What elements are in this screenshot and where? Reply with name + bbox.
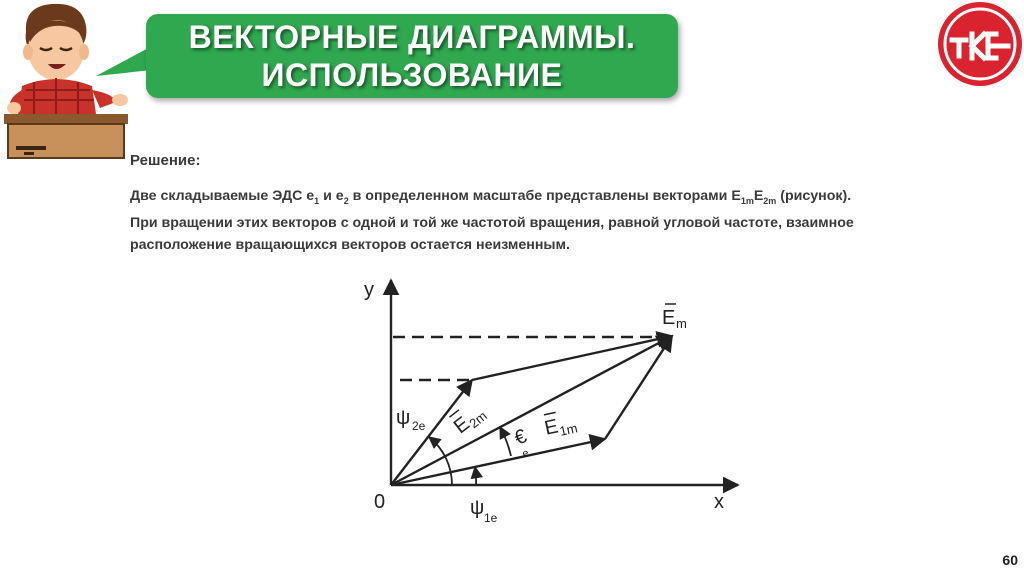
origin-label: 0 xyxy=(374,491,386,513)
slide-title-line-1: ВЕКТОРНЫЕ ДИАГРАММЫ. xyxy=(188,19,636,55)
x-axis-label: x xyxy=(714,491,724,513)
svg-text:1e: 1e xyxy=(484,511,498,525)
slide-title-line-2: ИСПОЛЬЗОВАНИЕ xyxy=(261,57,563,93)
vector-e1m xyxy=(391,439,605,485)
svg-text:m: m xyxy=(676,316,687,331)
svg-text:E: E xyxy=(662,307,676,329)
label-e1m xyxy=(542,409,579,442)
svg-text:ψ: ψ xyxy=(396,407,411,429)
y-axis-label: y xyxy=(364,279,374,301)
arc-psi1 xyxy=(475,467,476,485)
slide-title-box xyxy=(146,14,678,98)
svg-text:e: e xyxy=(520,447,531,461)
svg-text:2m: 2m xyxy=(466,408,490,432)
vector-e1m-translated xyxy=(472,336,672,380)
solution-text-block xyxy=(130,152,980,256)
vector-e2m-translated xyxy=(605,336,672,439)
para-line-3: расположение вращающихся векторов остается неизменным. xyxy=(130,236,570,253)
solution-heading: Решение: xyxy=(130,152,201,169)
para-line-1: Две складываемые ЭДС $e_1$ и $e_2$ в определенном масштабе представлены векторами $E_{1m}E_{2m}$ (рисунок). xyxy=(130,188,852,206)
vector-diagram xyxy=(360,274,760,530)
para-line-2: При вращении этих векторов с одной и той же частотой вращения, равной угловой частоте, взаимное xyxy=(130,214,854,231)
label-psi1 xyxy=(470,497,498,525)
page-number: 60 xyxy=(1002,552,1018,568)
solution-paragraph xyxy=(130,185,980,256)
college-logo-icon xyxy=(936,0,1024,88)
svg-text:E: E xyxy=(542,415,561,440)
vector-em xyxy=(391,336,672,485)
arc-eps xyxy=(500,427,511,456)
arc-psi2 xyxy=(429,437,452,485)
svg-text:2e: 2e xyxy=(412,419,426,433)
svg-text:€: € xyxy=(511,425,530,450)
svg-text:ψ: ψ xyxy=(470,497,485,519)
svg-text:1m: 1m xyxy=(558,420,579,439)
svg-text:E: E xyxy=(449,412,474,439)
speech-pointer xyxy=(92,40,152,90)
label-em xyxy=(662,304,687,331)
label-psi2 xyxy=(396,407,426,433)
